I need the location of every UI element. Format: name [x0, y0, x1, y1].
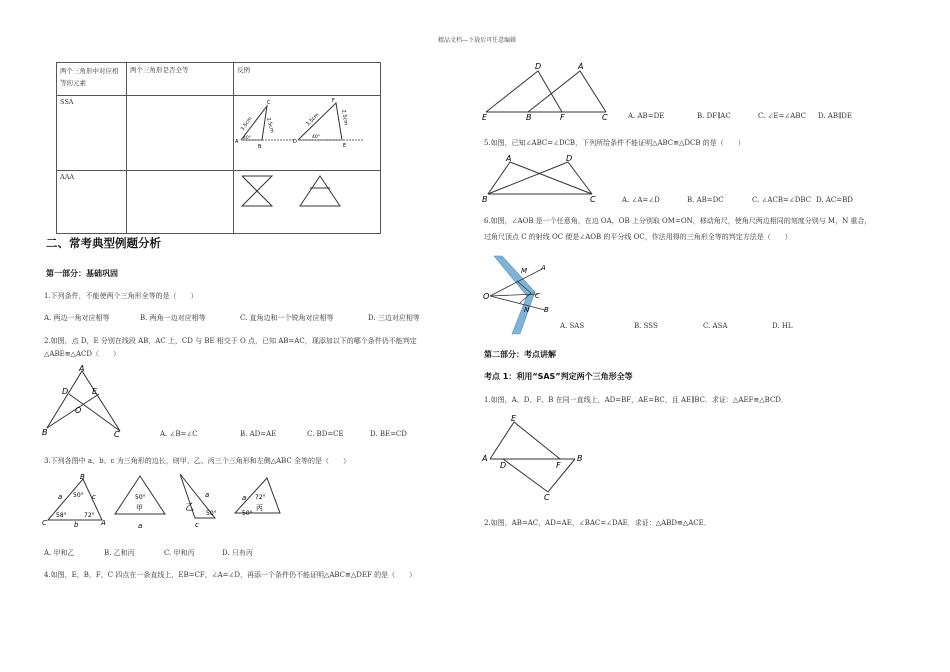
- vertex-label: D: [500, 461, 507, 470]
- table-cell: [127, 96, 234, 171]
- q2-option-a: A. ∠B=∠C: [160, 430, 198, 438]
- side-label: a: [58, 493, 63, 501]
- question-2-text-cont: △ABE≌△ACD（ ）: [44, 350, 120, 358]
- vertex-label: B: [577, 454, 583, 463]
- angle-label: 50°: [206, 510, 217, 517]
- table-cell: [127, 171, 234, 234]
- table-header-cell: 反例: [234, 63, 381, 96]
- angle-label: 40°: [312, 135, 320, 140]
- part2-title: 第二部分：考点讲解: [484, 350, 556, 359]
- q6-option-b: B. SSS: [634, 322, 658, 330]
- q1-option-a: A. 两边一角对应相等: [44, 314, 110, 322]
- question-6-text: 6.如图，∠AOB 是一个任意角，在边 OA，OB 上分别取 OM=ON，移动角尺，使角尺两边相同的刻度分别与 M，N 重合，: [484, 217, 872, 225]
- q3-option-a: A. 甲和乙: [44, 549, 75, 557]
- side-label: a: [242, 494, 247, 502]
- q1-option-b: B. 两角一边对应相等: [140, 314, 206, 322]
- q4-figure: [480, 58, 615, 120]
- vertex-label: C: [114, 430, 120, 439]
- q2-option-d: D. BE=CD: [370, 430, 407, 438]
- angle-label: 50°: [73, 492, 84, 499]
- angle-label: 58°: [56, 512, 67, 519]
- q5-option-d: D. AC=BD: [816, 196, 853, 204]
- table-header-cell: 两个三角形中对应相等的元素: [57, 63, 127, 96]
- side-label: 2.5cm: [265, 116, 275, 134]
- problem-1-figure: [480, 410, 590, 502]
- q5-option-c: C. ∠ACB=∠DBC: [752, 196, 811, 204]
- vertex-label: C: [535, 292, 540, 300]
- angle-label: 50°: [242, 510, 253, 517]
- vertex-label: D: [62, 387, 69, 396]
- vertex-label: D: [535, 62, 542, 71]
- vertex-label: A: [506, 154, 512, 163]
- table-row-label: AAA: [57, 171, 127, 234]
- vertex-label: A: [101, 519, 106, 527]
- question-6-text-cont: 过角尺顶点 C 的射线 OC 便是∠AOB 的平分线 OC，作法用得的三角形全等的判定方法是（ ）: [484, 233, 792, 241]
- q2-option-b: B. AD=AE: [240, 430, 277, 438]
- q4-option-b: B. DF∥AC: [697, 112, 731, 120]
- question-1-text: 1.下列条件，不能使两个三角形全等的是（ ）: [44, 292, 198, 300]
- vertex-label: N: [524, 306, 530, 314]
- vertex-label: F: [560, 113, 565, 122]
- side-label: a: [205, 491, 210, 499]
- vertex-label: A: [578, 62, 584, 71]
- vertex-label: B: [482, 195, 488, 204]
- question-5-text: 5.如图，已知∠ABC=∠DCB，下列所给条件不能证明△ABC≌△DCB 的是（ ）: [484, 139, 745, 147]
- triangle-name: 丙: [256, 504, 263, 512]
- q4-option-a: A. AB=DE: [628, 112, 665, 120]
- vertex-label: A: [79, 364, 85, 373]
- page-header: 精品文档---下载后可任意编辑: [438, 37, 517, 44]
- side-label: c: [195, 521, 199, 529]
- problem-2-text: 2.如图，AB=AC，AD=AE，∠BAC=∠DAE．求证：△ABD≌△ACE．: [484, 519, 711, 527]
- table-row-label: SSA: [57, 96, 127, 171]
- q6-option-a: A. SAS: [560, 322, 585, 330]
- q2-figure: [42, 365, 132, 440]
- vertex-label: D: [566, 154, 573, 163]
- q3-option-d: D. 只有丙: [222, 549, 253, 557]
- question-2-text: 2.如图，点 D，E 分别在线段 AB，AC 上，CD 与 BE 相交于 O 点，已知 AB=AC，现添加以下的哪个条件仍不能判定: [44, 337, 417, 345]
- key-point-1-title: 考点 1：利用“SAS”判定两个三角形全等: [484, 372, 633, 381]
- vertex-label: D: [293, 139, 297, 145]
- problem-1-text: 1.如图，A、D、F、B 在同一直线上，AD=BF，AE=BC，且 AE∥BC．求证：△AEF≌△BCD．: [484, 396, 788, 404]
- vertex-label: F: [556, 461, 561, 470]
- q4-option-c: C. ∠E=∠ABC: [758, 112, 806, 120]
- angle-label: 40°: [243, 136, 251, 141]
- triangle-name: 乙: [185, 503, 195, 513]
- q5-option-b: B. AB=DC: [687, 196, 724, 204]
- side-label: c: [92, 493, 96, 501]
- question-3-text: 3.下列各图中 a、b、c 为三角形的边长，则甲、乙、丙三个三角形和左侧△ABC 全等的是（ ）: [44, 457, 350, 465]
- section-title: 二、常考典型例题分析: [46, 236, 161, 250]
- vertex-label: B: [526, 113, 532, 122]
- q3-option-b: B. 乙和丙: [104, 549, 135, 557]
- vertex-label: O: [75, 406, 82, 415]
- vertex-label: E: [511, 414, 517, 423]
- side-label: 3.5cm: [239, 115, 254, 133]
- q4-option-d: D. AB∥DE: [818, 112, 852, 120]
- vertex-label: B: [42, 428, 48, 437]
- triangle-name: 甲: [136, 504, 143, 512]
- q1-option-c: C. 直角边和一个锐角对应相等: [240, 314, 334, 322]
- q3-figure: [40, 470, 290, 532]
- vertex-label: E: [343, 143, 347, 149]
- vertex-label: M: [521, 267, 528, 275]
- vertex-label: C: [544, 493, 550, 502]
- table-header-cell: 两个三角形是否全等: [127, 63, 234, 96]
- q6-option-d: D. HL: [772, 322, 793, 330]
- question-4-text: 4.如图，E，B，F，C 四点在一条直线上，EB=CF，∠A=∠D，再添一个条件仍不能证明△ABC≌△DEF 的是（ ）: [44, 571, 417, 579]
- vertex-label: E: [92, 387, 98, 396]
- vertex-label: A: [235, 139, 239, 145]
- angle-label: 72°: [255, 494, 266, 501]
- vertex-label: C: [590, 195, 596, 204]
- vertex-label: C: [42, 519, 47, 527]
- vertex-label: B: [258, 144, 262, 150]
- q6-figure: [480, 252, 570, 337]
- side-label: a: [138, 522, 143, 530]
- angle-label: 72°: [84, 512, 95, 519]
- vertex-label: E: [482, 113, 488, 122]
- part1-title: 第一部分：基础巩固: [46, 269, 118, 278]
- side-label: b: [74, 521, 79, 529]
- vertex-label: C: [602, 113, 608, 122]
- side-label: 3.5cm: [305, 112, 321, 128]
- vertex-label: A: [482, 454, 488, 463]
- vertex-label: F: [332, 98, 335, 104]
- q1-option-d: D. 三边对应相等: [368, 314, 420, 322]
- q3-option-c: C. 甲和丙: [164, 549, 195, 557]
- aaa-counterexample-figure: [240, 174, 360, 210]
- angle-label: 50°: [135, 494, 146, 501]
- vertex-label: A: [541, 264, 546, 272]
- vertex-label: C: [267, 100, 271, 106]
- vertex-label: B: [80, 473, 85, 481]
- vertex-label: O: [483, 292, 490, 301]
- table-header-row: [57, 63, 381, 96]
- vertex-label: B: [544, 306, 549, 314]
- q6-option-c: C. ASA: [703, 322, 728, 330]
- q5-option-a: A. ∠A=∠D: [622, 196, 660, 204]
- q5-figure: [480, 150, 605, 210]
- side-label: 2.5cm: [340, 109, 349, 126]
- ssa-counterexample-figure: [234, 96, 374, 154]
- q2-option-c: C. BD=CE: [307, 430, 344, 438]
